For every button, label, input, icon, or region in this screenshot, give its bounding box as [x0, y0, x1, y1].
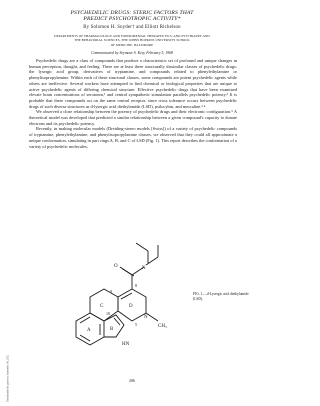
affiliation-line-2: THE BEHAVIORAL SCIENCES, THE JOHNS HOPKINS UNIVERSITY SCHOOL — [74, 38, 190, 43]
paragraph-2: We observed a close relationship between the potency of psychedelic drugs and their electronic configuration.⁵ A theoretical model was developed that predicted a similar relationship between a given compound's capacity to donate electrons and its psychedelic potency. — [29, 109, 237, 126]
atom-label-indole-nh: HN — [122, 342, 130, 347]
position-label-8: 8 — [135, 283, 137, 288]
author-line: By Solomon H. Snyder† and Elliott Richelson — [83, 25, 181, 30]
ring-label-b: B — [110, 327, 114, 332]
download-side-note — [2, 312, 10, 402]
position-label-10: 10 — [106, 311, 110, 316]
affiliation — [24, 34, 240, 47]
affiliation-line-3: OF MEDICINE, BALTIMORE — [110, 42, 154, 47]
ring-label-d: D — [129, 304, 133, 309]
figure-caption: FIG. 1.—d-Lysergic acid diethylamide (LSD). — [193, 292, 249, 301]
paragraph-3: Recently, in making molecular models (Dreiding-stereo models [Swiss]) of a variety of psychedelic compounds of tryptamine, phenylethylamine, and phenylisopropylamine classes, we observed that they could all approximate a unique conformation, simulating in part rings A, B, and C of LSD (Fig. 1). This report describes the conformation of a variety of psychedelic molecules, — [29, 126, 237, 149]
position-label-9: 9 — [110, 289, 112, 294]
ring-label-a: A — [87, 328, 91, 333]
title-line-1: PSYCHEDELIC DRUGS: STERIC FACTORS THAT — [70, 10, 194, 16]
title-line-2: PREDICT PSYCHOTROPIC ACTIVITY* — [83, 16, 181, 23]
atom-label-n6: N — [144, 315, 148, 320]
communicated-by: Communicated by Seymour S. Kety, February 5, 1968 — [91, 51, 173, 55]
atom-label-o: O — [114, 264, 118, 269]
lsd-structure-figure — [40, 203, 190, 373]
paragraph-1: Psychedelic drugs are a class of compounds that produce a characteristic set of profound and unique changes in human perception, thought, and feeling. There are at least three structurally dissimilar classes of psychedelic drugs: the lysergic acid group, derivatives of tryptamine, and compounds related to phenylethylamine or phenylisopropylamine. Within each of these structural classes, some compounds are potent psychedelic agents while others are ineffective. Several workers have attempted to find chemical or biological properties that are unique to active psychedelic agents of differing chemical structure. Effective psychedelic drugs that have been examined elevate brain concentrations of serotonin,¹ and central sympathetic stimulation parallels psychedelic potency.² It is probable that these compounds act on the same central receptor, since cross tolerance occurs between psychedelic drugs of such diverse structures as d-lysergic acid diethylamide (LSD), psilocybin, and mescaline.³ ⁴ — [29, 58, 237, 109]
page-number: 206 — [129, 378, 135, 383]
atom-label-amide-n: N — [142, 266, 146, 271]
atom-label-methyl: CH₃ — [158, 324, 167, 329]
position-label-5: 5 — [135, 322, 137, 327]
article-title — [20, 10, 244, 23]
affiliation-line-1: DEPARTMENTS OF PHARMACOLOGY AND EXPERIMENTAL THERAPEUTICS, AND PSYCHIATRY AND — [54, 34, 210, 38]
side-note-text: Downloaded by guest on September 30, 2021 — [6, 354, 10, 402]
body-text — [29, 58, 237, 149]
ring-label-c: C — [100, 304, 104, 309]
